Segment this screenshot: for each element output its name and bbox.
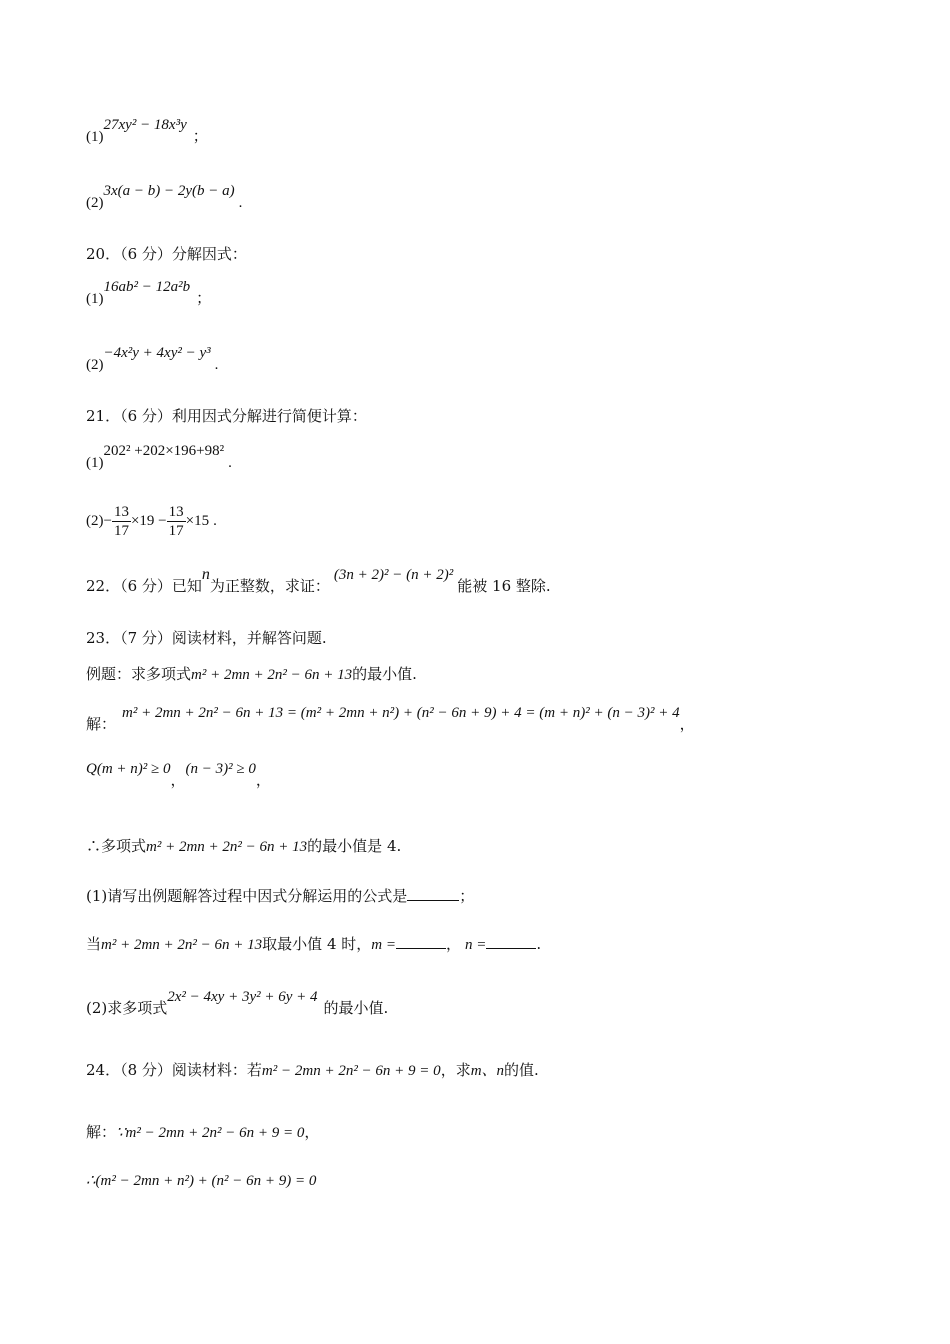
q21-part2-end: .: [213, 513, 217, 529]
q23-when-middle: 取最小值 4 时，: [262, 935, 372, 953]
q23-nonnegative-expression-2: (n − 3)² ≥ 0: [185, 761, 256, 777]
q24-step-expression: ∴(m² − 2mn + n²) + (n² − 6n + 9) = 0: [86, 1173, 317, 1189]
q22-line: [86, 566, 551, 597]
q23-part2: [86, 989, 389, 1019]
q19-part1-end: ；: [192, 129, 208, 145]
q23-when-end: .: [536, 935, 542, 953]
q24-line: [86, 1060, 539, 1081]
q23-example-suffix: 的最小值.: [352, 665, 417, 683]
q23-when-prefix: 当: [86, 935, 102, 953]
q21-fraction-1-numerator: 13: [113, 503, 129, 520]
q24-solution-expression: ∵m² − 2mn + 2n² − 6n + 9 = 0: [116, 1125, 305, 1141]
q21-part1-expression: 202² +202×196+98²: [103, 443, 225, 459]
q24-prefix: 24．（8 分）阅读材料：若: [86, 1061, 262, 1079]
q20-part1-label: (1): [86, 291, 104, 307]
q23-nonnegative-separator: ，: [170, 771, 186, 789]
q24-solution-end: ，: [304, 1123, 320, 1141]
q23-when-expression: m² + 2mn + 2n² − 6n + 13: [101, 937, 263, 953]
q21-part2-times19: ×19 −: [130, 513, 167, 529]
q23-example-expression: m² + 2mn + 2n² − 6n + 13: [191, 667, 353, 683]
q20-part1: [86, 279, 212, 309]
q19-part1-expression: 27xy² − 18x³y: [103, 117, 187, 133]
q21-part2-label: (2): [86, 513, 104, 529]
q20-part2-label: (2): [86, 357, 104, 373]
q24-step: [86, 1170, 316, 1191]
q19-part2-expression: 3x(a − b) − 2y(b − a): [103, 183, 235, 199]
q23-formula-blank[interactable]: [407, 886, 459, 901]
q23-conclusion-expression: m² + 2mn + 2n² − 6n + 13: [146, 839, 308, 855]
q21-fraction-1-denominator: 17: [113, 522, 129, 539]
q22-variable: n: [201, 566, 210, 583]
q23-conclusion: [86, 836, 401, 857]
q23-nonnegative: [86, 761, 271, 791]
q21-part2: [86, 500, 217, 541]
q22-expression: (3n + 2)² − (n + 2)²: [333, 567, 454, 583]
q22-prefix: 22．（6 分）已知: [86, 577, 202, 595]
q23-n-blank[interactable]: [486, 934, 536, 949]
q23-example-prefix: 例题：求多项式: [86, 665, 192, 683]
q23-when: [86, 934, 541, 955]
q23-header: 23．（7 分）阅读材料，并解答问题.: [86, 629, 327, 647]
q19-part1-label: (1): [86, 129, 104, 145]
q23-solution-prefix: 解：: [86, 715, 117, 733]
q23-conclusion-suffix: 的最小值是 4.: [307, 837, 402, 855]
q21-part1-end: .: [228, 455, 232, 471]
q21-fraction-1: [112, 503, 131, 540]
q20-part2: [86, 345, 219, 375]
q21-header: 21．（6 分）利用因式分解进行简便计算：: [86, 407, 367, 425]
q23-m-equals: m =: [371, 937, 396, 953]
q19-part2: [86, 183, 243, 213]
q23-part2-expression: 2x² − 4xy + 3y² + 6y + 4: [167, 989, 318, 1005]
q23-example: [86, 664, 417, 685]
q23-part1: [86, 886, 474, 906]
q22-middle: 为正整数，求证：: [209, 577, 330, 595]
q23-conclusion-prefix: ∴多项式: [86, 837, 147, 855]
q20-part1-expression: 16ab² − 12a²b: [103, 279, 191, 295]
q21-fraction-2-denominator: 17: [168, 522, 184, 539]
q21-part2-minus: −: [103, 513, 112, 529]
q23-solution-end: ，: [679, 715, 695, 733]
q24-solution: [86, 1122, 319, 1143]
q20-header: 20．（6 分）分解因式：: [86, 245, 247, 263]
q23-part2-suffix: 的最小值.: [323, 999, 389, 1017]
q24-expression: m² − 2mn + 2n² − 6n + 9 = 0: [261, 1063, 441, 1079]
q21-part1: [86, 443, 232, 473]
q24-variables: m、n: [470, 1063, 505, 1079]
q23-solution: [86, 705, 695, 735]
q23-solution-expression: m² + 2mn + 2n² − 6n + 13 = (m² + 2mn + n²) + (n² − 6n + 9) + 4 = (m + n)² + (n − 3)² + 4: [122, 705, 680, 721]
q23-m-blank[interactable]: [396, 934, 446, 949]
q21-fraction-2: [167, 503, 186, 540]
q23-part1-text: (1)请写出例题解答过程中因式分解运用的公式是: [86, 887, 408, 905]
q23-part1-end: ；: [459, 887, 475, 905]
q24-middle: ，求: [440, 1061, 471, 1079]
q23-nonnegative-expression-1: Q(m + n)² ≥ 0: [86, 761, 171, 777]
q24-solution-prefix: 解：: [86, 1123, 117, 1141]
q19-part1: [86, 117, 208, 147]
q20-part2-expression: −4x²y + 4xy² − y³: [103, 345, 211, 361]
q21-fraction-2-numerator: 13: [168, 503, 184, 520]
q23-n-equals: n =: [465, 937, 487, 953]
q23-when-comma: ，: [445, 935, 461, 953]
q24-suffix: 的值.: [504, 1061, 539, 1079]
q19-part2-end: .: [238, 195, 243, 211]
q21-part2-times15: ×15: [185, 513, 210, 529]
q22-suffix: 能被 16 整除.: [457, 577, 551, 595]
q20-part2-end: .: [214, 357, 219, 373]
q23-nonnegative-end: ，: [255, 771, 271, 789]
q23-part2-text: (2)求多项式: [86, 999, 168, 1017]
q21-part1-label: (1): [86, 455, 104, 471]
q20-part1-end: ；: [196, 291, 212, 307]
q19-part2-label: (2): [86, 195, 104, 211]
